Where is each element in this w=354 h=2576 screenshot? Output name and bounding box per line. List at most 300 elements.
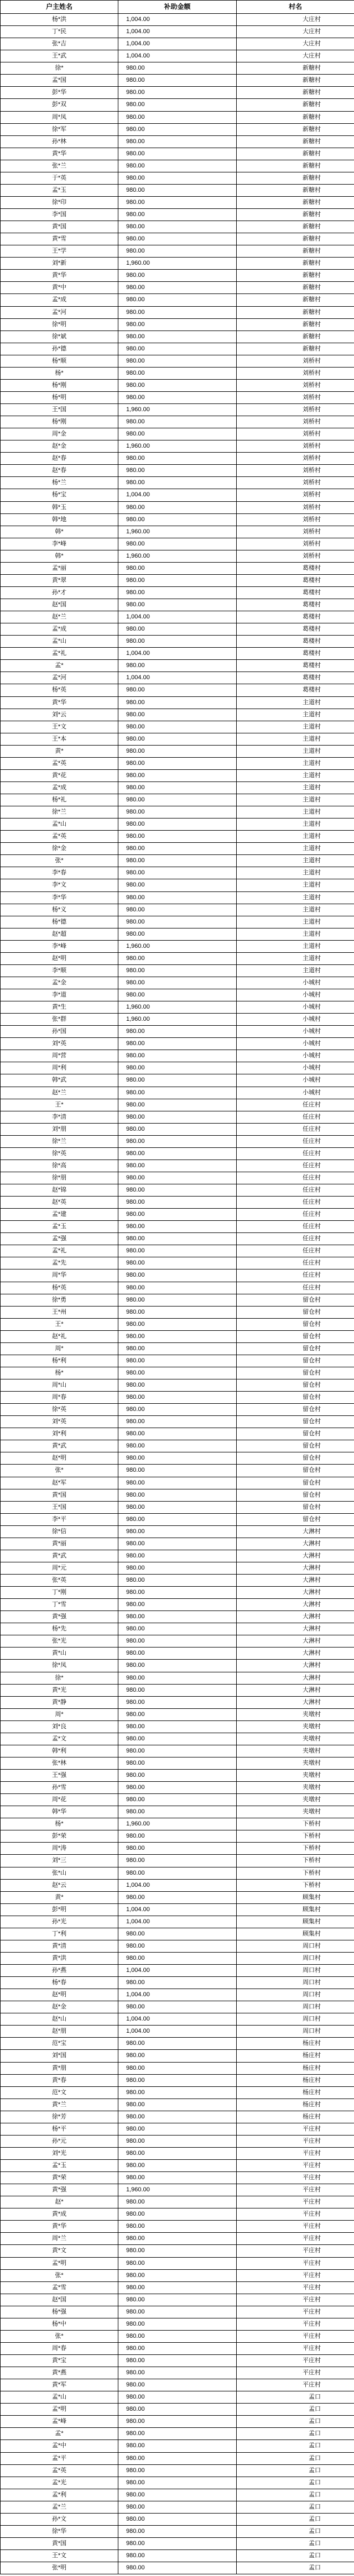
- subsidy-amount-cell: 980.00: [118, 465, 237, 477]
- village-name-cell: 平庄村: [237, 2379, 354, 2391]
- village-name-cell: 刘桥村: [237, 404, 354, 416]
- subsidy-amount-cell: 980.00: [118, 1062, 237, 1074]
- village-name-cell: 平庄村: [237, 2306, 354, 2318]
- household-name-cell: 张*光: [1, 1635, 118, 1648]
- table-row: [1, 1599, 354, 1611]
- household-name-cell: 孟*山: [1, 819, 118, 831]
- subsidy-amount-cell: 980.00: [118, 2464, 237, 2477]
- household-name-cell: 张*山: [1, 1867, 118, 1879]
- subsidy-amount-cell: 980.00: [118, 1135, 237, 1147]
- household-name-cell: 黄*丽: [1, 1538, 118, 1550]
- village-name-cell: 任庄村: [237, 1135, 354, 1147]
- household-name-cell: 孟*成: [1, 294, 118, 306]
- subsidy-amount-cell: 980.00: [118, 952, 237, 964]
- household-name-cell: 孟*玉: [1, 184, 118, 196]
- household-name-cell: 李*清: [1, 1111, 118, 1123]
- subsidy-amount-cell: 980.00: [118, 586, 237, 599]
- subsidy-amount-cell: 1,004.00: [118, 2026, 237, 2038]
- table-row: [1, 1001, 354, 1014]
- table-row: [1, 2452, 354, 2464]
- header-household-name: 户主姓名: [1, 1, 118, 14]
- subsidy-amount-cell: 980.00: [118, 1111, 237, 1123]
- table-row: [1, 1111, 354, 1123]
- household-name-cell: 孙*光: [1, 1916, 118, 1928]
- household-name-cell: 周*利: [1, 1062, 118, 1074]
- table-row: [1, 2038, 354, 2050]
- household-name-cell: 杨*英: [1, 1282, 118, 1294]
- village-name-cell: 新糖村: [237, 306, 354, 318]
- subsidy-amount-cell: 980.00: [118, 2525, 237, 2537]
- subsidy-amount-cell: 1,960.00: [118, 258, 237, 270]
- table-row: [1, 964, 354, 977]
- village-name-cell: 留仓村: [237, 1306, 354, 1318]
- household-name-cell: 黄*宝: [1, 2355, 118, 2367]
- table-row: [1, 1209, 354, 1221]
- subsidy-amount-cell: 980.00: [118, 2147, 237, 2159]
- village-name-cell: 新糖村: [237, 62, 354, 75]
- household-name-cell: 黄*静: [1, 1696, 118, 1708]
- household-name-cell: 黄*强: [1, 1611, 118, 1623]
- household-name-cell: 李*国: [1, 209, 118, 221]
- header-village-name: 村名: [237, 1, 354, 14]
- subsidy-amount-cell: 980.00: [118, 99, 237, 111]
- household-name-cell: 于*英: [1, 172, 118, 184]
- household-name-cell: 李*道: [1, 989, 118, 1001]
- table-row: [1, 879, 354, 891]
- household-name-cell: 孟*山: [1, 2391, 118, 2404]
- village-name-cell: 大庄村: [237, 50, 354, 62]
- subsidy-amount-cell: 980.00: [118, 2440, 237, 2452]
- household-name-cell: 孟*国: [1, 75, 118, 87]
- household-name-cell: 杨*利: [1, 1355, 118, 1367]
- subsidy-amount-cell: 980.00: [118, 2135, 237, 2147]
- subsidy-amount-cell: 980.00: [118, 1867, 237, 1879]
- subsidy-amount-cell: 980.00: [118, 1233, 237, 1245]
- table-row: [1, 781, 354, 794]
- household-name-cell: 孟*成: [1, 781, 118, 794]
- table-row: [1, 806, 354, 819]
- subsidy-amount-cell: 980.00: [118, 477, 237, 489]
- table-row: [1, 1855, 354, 1867]
- household-name-cell: 赵*明: [1, 1452, 118, 1465]
- household-name-cell: 王*本: [1, 733, 118, 745]
- subsidy-amount-cell: 980.00: [118, 733, 237, 745]
- subsidy-amount-cell: 980.00: [118, 2038, 237, 2050]
- household-name-cell: 孟*强: [1, 1233, 118, 1245]
- table-row: [1, 1489, 354, 1501]
- village-name-cell: 新糖村: [237, 270, 354, 282]
- village-name-cell: 新糖村: [237, 258, 354, 270]
- subsidy-amount-cell: 980.00: [118, 1416, 237, 1428]
- village-name-cell: 任庄村: [237, 1099, 354, 1111]
- village-name-cell: 留仓村: [237, 1489, 354, 1501]
- subsidy-amount-cell: 1,004.00: [118, 1903, 237, 1916]
- table-row: [1, 1026, 354, 1038]
- village-name-cell: 夹墩村: [237, 1782, 354, 1794]
- table-row: [1, 1867, 354, 1879]
- village-name-cell: 刘桥村: [237, 513, 354, 526]
- household-name-cell: 张*: [1, 2330, 118, 2342]
- subsidy-amount-cell: 980.00: [118, 355, 237, 367]
- village-name-cell: 大淋村: [237, 1623, 354, 1635]
- subsidy-amount-cell: 980.00: [118, 1172, 237, 1184]
- subsidy-amount-cell: 980.00: [118, 1830, 237, 1843]
- table-row: [1, 1294, 354, 1306]
- household-name-cell: 杨*英: [1, 684, 118, 696]
- household-name-cell: 刘*利: [1, 1428, 118, 1440]
- household-name-cell: 杨*刚: [1, 379, 118, 391]
- household-name-cell: 杨*: [1, 367, 118, 379]
- household-name-cell: 李*春: [1, 867, 118, 879]
- village-name-cell: 主道村: [237, 733, 354, 745]
- household-name-cell: 徐*朋: [1, 1172, 118, 1184]
- subsidy-amount-cell: 980.00: [118, 2208, 237, 2221]
- table-row: [1, 1197, 354, 1209]
- subsidy-amount-cell: 1,960.00: [118, 550, 237, 562]
- household-name-cell: 赵*英: [1, 1197, 118, 1209]
- subsidy-amount-cell: 980.00: [118, 1928, 237, 1940]
- table-row: [1, 196, 354, 208]
- table-row: [1, 2123, 354, 2135]
- subsidy-amount-cell: 980.00: [118, 2062, 237, 2074]
- village-name-cell: 大淋村: [237, 1562, 354, 1574]
- household-name-cell: 徐*勇: [1, 1294, 118, 1306]
- household-name-cell: 周*凤: [1, 111, 118, 123]
- village-name-cell: 新糖村: [237, 160, 354, 172]
- household-name-cell: 李*华: [1, 891, 118, 904]
- subsidy-amount-cell: 980.00: [118, 1392, 237, 1404]
- village-name-cell: 小城村: [237, 1001, 354, 1014]
- household-name-cell: 彭*华: [1, 87, 118, 99]
- table-row: [1, 2379, 354, 2391]
- table-row: [1, 1074, 354, 1087]
- village-name-cell: 留仓村: [237, 1392, 354, 1404]
- household-name-cell: 孙*燕: [1, 1965, 118, 1977]
- village-name-cell: 任庄村: [237, 1209, 354, 1221]
- village-name-cell: 平庄村: [237, 2172, 354, 2184]
- village-name-cell: 周口村: [237, 2001, 354, 2013]
- household-name-cell: 孟*峰: [1, 2416, 118, 2428]
- table-row: [1, 1038, 354, 1050]
- table-row: [1, 2367, 354, 2379]
- household-name-cell: 黄*燕: [1, 2367, 118, 2379]
- subsidy-amount-cell: 1,004.00: [118, 648, 237, 660]
- household-name-cell: 杨*宝: [1, 489, 118, 501]
- household-name-cell: 周*山: [1, 1379, 118, 1392]
- village-name-cell: 葛楼村: [237, 648, 354, 660]
- subsidy-amount-cell: 980.00: [118, 1635, 237, 1648]
- subsidy-amount-cell: 980.00: [118, 513, 237, 526]
- table-row: [1, 1099, 354, 1111]
- table-row: [1, 2160, 354, 2172]
- household-name-cell: 杨*明: [1, 391, 118, 403]
- household-name-cell: 周*元: [1, 1562, 118, 1574]
- household-name-cell: 李*峰: [1, 940, 118, 952]
- subsidy-amount-cell: 980.00: [118, 2318, 237, 2330]
- village-name-cell: 杨庄村: [237, 2111, 354, 2123]
- table-row: [1, 1440, 354, 1452]
- subsidy-amount-cell: 980.00: [118, 2367, 237, 2379]
- village-name-cell: 大淋村: [237, 1635, 354, 1648]
- table-row: [1, 343, 354, 355]
- subsidy-amount-cell: 980.00: [118, 757, 237, 769]
- village-name-cell: 主道村: [237, 940, 354, 952]
- subsidy-amount-cell: 980.00: [118, 2123, 237, 2135]
- household-name-cell: 孟*玉: [1, 1221, 118, 1233]
- household-name-cell: 孟*明: [1, 2257, 118, 2269]
- household-name-cell: 孟*: [1, 660, 118, 672]
- village-name-cell: 主道村: [237, 819, 354, 831]
- table-row: [1, 843, 354, 855]
- subsidy-amount-cell: 980.00: [118, 2257, 237, 2269]
- household-name-cell: 黄*文: [1, 2245, 118, 2257]
- household-name-cell: 孟*英: [1, 2464, 118, 2477]
- table-row: [1, 989, 354, 1001]
- table-row: [1, 2342, 354, 2354]
- household-name-cell: 孙*文: [1, 2513, 118, 2525]
- village-name-cell: 大淋村: [237, 1550, 354, 1562]
- subsidy-amount-cell: 980.00: [118, 1355, 237, 1367]
- table-row: [1, 1477, 354, 1489]
- table-row: [1, 1330, 354, 1342]
- household-name-cell: 丁*雪: [1, 1599, 118, 1611]
- table-row: [1, 391, 354, 403]
- subsidy-amount-cell: 980.00: [118, 2074, 237, 2086]
- village-name-cell: 任庄村: [237, 1282, 354, 1294]
- village-name-cell: 下桥村: [237, 1830, 354, 1843]
- subsidy-amount-cell: 980.00: [118, 367, 237, 379]
- household-name-cell: 杨*洪: [1, 14, 118, 26]
- village-name-cell: 周口村: [237, 2026, 354, 2038]
- subsidy-amount-cell: 980.00: [118, 660, 237, 672]
- subsidy-amount-cell: 980.00: [118, 1197, 237, 1209]
- household-name-cell: 赵*春: [1, 465, 118, 477]
- household-name-cell: 赵*金: [1, 440, 118, 453]
- subsidy-amount-cell: 980.00: [118, 1404, 237, 1416]
- subsidy-amount-cell: 980.00: [118, 989, 237, 1001]
- household-name-cell: 杨*兰: [1, 477, 118, 489]
- table-row: [1, 2184, 354, 2196]
- subsidy-amount-cell: 980.00: [118, 2489, 237, 2501]
- village-name-cell: 刘桥村: [237, 550, 354, 562]
- household-name-cell: 周*涛: [1, 1843, 118, 1855]
- subsidy-amount-cell: 980.00: [118, 1575, 237, 1587]
- village-name-cell: 孟口: [237, 2537, 354, 2549]
- table-row: [1, 1318, 354, 1330]
- village-name-cell: 杨庄村: [237, 2038, 354, 2050]
- subsidy-amount-cell: 980.00: [118, 391, 237, 403]
- household-name-cell: 范*宝: [1, 2038, 118, 2050]
- household-name-cell: 王*文: [1, 2550, 118, 2562]
- village-name-cell: 大淋村: [237, 1648, 354, 1660]
- village-name-cell: 主道村: [237, 964, 354, 977]
- village-name-cell: 杨庄村: [237, 2062, 354, 2074]
- table-row: [1, 2233, 354, 2245]
- subsidy-amount-cell: 980.00: [118, 184, 237, 196]
- household-name-cell: 赵*国: [1, 599, 118, 611]
- village-name-cell: 主道村: [237, 916, 354, 928]
- household-name-cell: 王*文: [1, 721, 118, 733]
- table-row: [1, 660, 354, 672]
- village-name-cell: 刘桥村: [237, 526, 354, 538]
- subsidy-amount-cell: 980.00: [118, 1294, 237, 1306]
- table-row: [1, 599, 354, 611]
- subsidy-amount-cell: 980.00: [118, 623, 237, 636]
- household-name-cell: 黄*华: [1, 148, 118, 160]
- table-row: [1, 1428, 354, 1440]
- header-row: [1, 1, 354, 14]
- table-row: [1, 1525, 354, 1538]
- village-name-cell: 孟口: [237, 2501, 354, 2513]
- household-name-cell: 黄*兰: [1, 2098, 118, 2111]
- household-name-cell: 孟*建: [1, 1209, 118, 1221]
- village-name-cell: 主道村: [237, 928, 354, 940]
- household-name-cell: 赵*云: [1, 1879, 118, 1891]
- village-name-cell: 平庄村: [237, 2147, 354, 2159]
- table-body: [1, 14, 354, 2574]
- table-row: [1, 2330, 354, 2342]
- village-name-cell: 刘桥村: [237, 440, 354, 453]
- household-name-cell: 徐*高: [1, 1160, 118, 1172]
- household-name-cell: 孟*文: [1, 1733, 118, 1745]
- subsidy-amount-cell: 980.00: [118, 2233, 237, 2245]
- table-row: [1, 50, 354, 62]
- subsidy-amount-cell: 980.00: [118, 831, 237, 843]
- table-row: [1, 1513, 354, 1525]
- subsidy-amount-cell: 980.00: [118, 1891, 237, 1903]
- table-row: [1, 562, 354, 574]
- table-row: [1, 111, 354, 123]
- village-name-cell: 刘桥村: [237, 538, 354, 550]
- village-name-cell: 孟口: [237, 2464, 354, 2477]
- household-name-cell: 丁*刚: [1, 1587, 118, 1599]
- table-row: [1, 745, 354, 757]
- village-name-cell: 葛楼村: [237, 636, 354, 648]
- household-name-cell: 孟*: [1, 2428, 118, 2440]
- village-name-cell: 主道村: [237, 709, 354, 721]
- village-name-cell: 主道村: [237, 867, 354, 879]
- household-name-cell: 黄*国: [1, 1489, 118, 1501]
- village-name-cell: 葛楼村: [237, 586, 354, 599]
- subsidy-amount-cell: 980.00: [118, 1952, 237, 1964]
- table-row: [1, 2525, 354, 2537]
- household-name-cell: 王*学: [1, 245, 118, 258]
- village-name-cell: 主道村: [237, 794, 354, 806]
- village-name-cell: 下桥村: [237, 1867, 354, 1879]
- village-name-cell: 周口村: [237, 1952, 354, 1964]
- household-name-cell: 徐*英: [1, 1404, 118, 1416]
- village-name-cell: 葛楼村: [237, 684, 354, 696]
- household-name-cell: 黄*华: [1, 2221, 118, 2233]
- table-row: [1, 209, 354, 221]
- table-row: [1, 453, 354, 465]
- table-row: [1, 26, 354, 38]
- village-name-cell: 刘桥村: [237, 501, 354, 513]
- village-name-cell: 留仓村: [237, 1294, 354, 1306]
- table-row: [1, 2135, 354, 2147]
- village-name-cell: 大淋村: [237, 1599, 354, 1611]
- household-name-cell: 周*: [1, 1342, 118, 1355]
- table-row: [1, 586, 354, 599]
- subsidy-amount-cell: 980.00: [118, 2501, 237, 2513]
- subsidy-amount-cell: 980.00: [118, 794, 237, 806]
- subsidy-amount-cell: 980.00: [118, 1587, 237, 1599]
- table-row: [1, 550, 354, 562]
- village-name-cell: 平庄村: [237, 2269, 354, 2281]
- village-name-cell: 顾集村: [237, 1916, 354, 1928]
- household-name-cell: 李*平: [1, 1513, 118, 1525]
- table-row: [1, 2294, 354, 2306]
- household-name-cell: 徐*: [1, 62, 118, 75]
- household-name-cell: 韩*地: [1, 513, 118, 526]
- subsidy-amount-cell: 1,004.00: [118, 14, 237, 26]
- table-row: [1, 769, 354, 781]
- village-name-cell: 新糖村: [237, 294, 354, 306]
- household-name-cell: 李*顺: [1, 964, 118, 977]
- subsidy-amount-cell: 980.00: [118, 123, 237, 135]
- subsidy-amount-cell: 980.00: [118, 160, 237, 172]
- table-row: [1, 367, 354, 379]
- subsidy-amount-cell: 1,960.00: [118, 1818, 237, 1830]
- village-name-cell: 主道村: [237, 769, 354, 781]
- household-name-cell: 张*: [1, 855, 118, 867]
- subsidy-amount-cell: 980.00: [118, 1342, 237, 1355]
- table-row: [1, 1965, 354, 1977]
- village-name-cell: 孟口: [237, 2513, 354, 2525]
- subsidy-amount-cell: 980.00: [118, 1855, 237, 1867]
- village-name-cell: 周口村: [237, 1989, 354, 2001]
- subsidy-amount-cell: 980.00: [118, 172, 237, 184]
- household-name-cell: 杨*礼: [1, 794, 118, 806]
- household-name-cell: 王*州: [1, 1306, 118, 1318]
- subsidy-amount-cell: 980.00: [118, 501, 237, 513]
- household-name-cell: 徐*: [1, 1672, 118, 1684]
- table-row: [1, 2172, 354, 2184]
- village-name-cell: 小城村: [237, 977, 354, 989]
- subsidy-amount-cell: 980.00: [118, 1452, 237, 1465]
- village-name-cell: 平庄村: [237, 2123, 354, 2135]
- subsidy-amount-cell: 980.00: [118, 1318, 237, 1330]
- table-row: [1, 1830, 354, 1843]
- table-row: [1, 1818, 354, 1830]
- household-name-cell: 徐*兰: [1, 806, 118, 819]
- subsidy-amount-cell: 980.00: [118, 1794, 237, 1806]
- village-name-cell: 平庄村: [237, 2281, 354, 2294]
- household-name-cell: 徐*兰: [1, 1135, 118, 1147]
- village-name-cell: 葛楼村: [237, 660, 354, 672]
- subsidy-amount-cell: 1,960.00: [118, 2184, 237, 2196]
- household-name-cell: 韩*利: [1, 1745, 118, 1757]
- subsidy-amount-cell: 980.00: [118, 1562, 237, 1574]
- household-name-cell: 李*峰: [1, 538, 118, 550]
- table-row: [1, 2513, 354, 2525]
- subsidy-amount-cell: 1,960.00: [118, 940, 237, 952]
- table-row: [1, 1989, 354, 2001]
- household-name-cell: 黄*花: [1, 769, 118, 781]
- village-name-cell: 任庄村: [237, 1111, 354, 1123]
- subsidy-amount-cell: 980.00: [118, 2562, 237, 2574]
- village-name-cell: 留仓村: [237, 1501, 354, 1513]
- subsidy-amount-cell: 980.00: [118, 855, 237, 867]
- village-name-cell: 新糖村: [237, 172, 354, 184]
- subsidy-amount-cell: 1,004.00: [118, 1989, 237, 2001]
- subsidy-amount-cell: 980.00: [118, 1599, 237, 1611]
- table-row: [1, 1282, 354, 1294]
- subsidy-amount-cell: 980.00: [118, 221, 237, 233]
- household-name-cell: 丁*民: [1, 26, 118, 38]
- village-name-cell: 小城村: [237, 1026, 354, 1038]
- table-row: [1, 2013, 354, 2026]
